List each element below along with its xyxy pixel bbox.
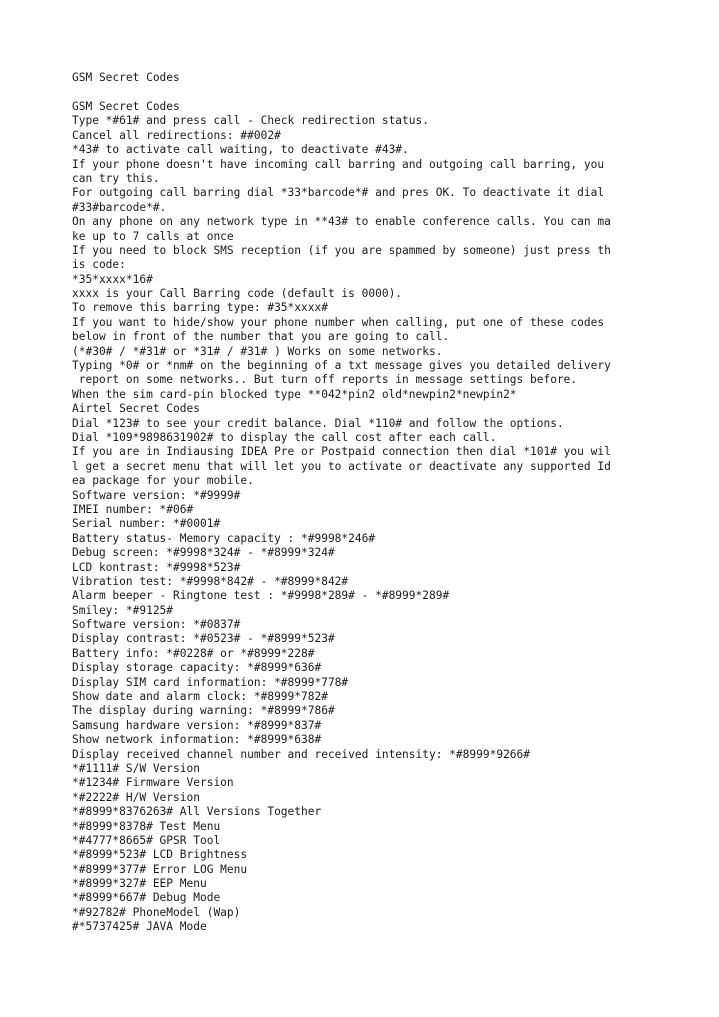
text-line: When the sim card-pin blocked type **042*pin2 old*newpin2*newpin2*: [72, 387, 517, 401]
text-line: Samsung hardware version: *#8999*837#: [72, 718, 322, 732]
text-line: Typing *0# or *nm# on the beginning of a txt message gives you detailed delivery: [72, 359, 611, 373]
text-line: *35*xxxx*16#: [72, 272, 153, 286]
text-line: Dial *109*9898631902# to display the call cost after each call.: [72, 430, 497, 444]
text-line: can try this.: [72, 171, 160, 185]
text-line: LCD kontrast: *#9998*523#: [72, 560, 241, 574]
text-line: Show network information: *#8999*638#: [72, 733, 322, 747]
text-line: Vibration test: *#9998*842# - *#8999*842#: [72, 574, 349, 588]
text-line: Alarm beeper - Ringtone test : *#9998*289# - *#8999*289#: [72, 589, 450, 603]
text-line: If you need to block SMS reception (if you are spammed by someone) just press th: [72, 243, 611, 257]
text-line: *#1234# Firmware Version: [72, 776, 234, 790]
text-line: Cancel all redirections: ##002#: [72, 128, 281, 142]
text-line: Display contrast: *#0523# - *#8999*523#: [72, 632, 335, 646]
text-line: *#8999*8376263# All Versions Together: [72, 805, 322, 819]
text-line: The display during warning: *#8999*786#: [72, 704, 335, 718]
text-line: l get a secret menu that will let you to activate or deactivate any supported Id: [72, 459, 611, 473]
text-line: GSM Secret Codes: [72, 100, 180, 113]
text-line: Display SIM card information: *#8999*778#: [72, 675, 349, 689]
text-line: ea package for your mobile.: [72, 474, 254, 488]
text-line: report on some networks.. But turn off reports in message settings before.: [72, 373, 578, 387]
text-line: Type *#61# and press call - Check redirection status.: [72, 114, 429, 128]
text-line: IMEI number: *#06#: [72, 502, 194, 516]
text-line: Software version: *#9999#: [72, 488, 241, 502]
text-line: Airtel Secret Codes: [72, 402, 200, 416]
document-title: GSM Secret Codes: [72, 71, 180, 84]
text-line: Software version: *#0837#: [72, 618, 241, 632]
text-line: *#4777*8665# GPSR Tool: [72, 833, 221, 847]
document-body: [72, 100, 652, 935]
text-line: *#8999*377# Error LOG Menu: [72, 862, 248, 876]
text-line: *#1111# S/W Version: [72, 761, 200, 775]
text-line: #33#barcode*#.: [72, 200, 167, 214]
text-line: *#8999*327# EEP Menu: [72, 877, 207, 891]
text-line: On any phone on any network type in **43# to enable conference calls. You can ma: [72, 215, 611, 229]
text-line: xxxx is your Call Barring code (default is 0000).: [72, 287, 403, 301]
text-line: Show date and alarm clock: *#8999*782#: [72, 690, 328, 704]
text-line: Display received channel number and received intensity: *#8999*9266#: [72, 747, 531, 761]
text-line: #*5737425# JAVA Mode: [72, 920, 207, 934]
text-line: Serial number: *#0001#: [72, 517, 221, 531]
text-line: *#8999*667# Debug Mode: [72, 891, 221, 905]
text-line: Display storage capacity: *#8999*636#: [72, 661, 322, 675]
text-line: *#92782# PhoneModel (Wap): [72, 905, 241, 919]
text-line: For outgoing call barring dial *33*barcode*# and pres OK. To deactivate it dial: [72, 186, 605, 200]
text-line: If you want to hide/show your phone number when calling, put one of these codes: [72, 315, 605, 329]
text-line: Smiley: *#9125#: [72, 603, 174, 617]
text-line: *#8999*523# LCD Brightness: [72, 848, 248, 862]
text-line: Battery status- Memory capacity : *#9998*246#: [72, 531, 376, 545]
text-line: To remove this barring type: #35*xxxx#: [72, 301, 328, 315]
text-line: is code:: [72, 258, 126, 272]
text-line: Dial *123# to see your credit balance. Dial *110# and follow the options.: [72, 416, 564, 430]
text-line: Debug screen: *#9998*324# - *#8999*324#: [72, 546, 335, 560]
text-line: (*#30# / *#31# or *31# / #31# ) Works on some networks.: [72, 344, 443, 358]
text-line: ke up to 7 calls at once: [72, 229, 234, 243]
text-line: *43# to activate call waiting, to deactivate #43#.: [72, 143, 409, 157]
text-line: *#8999*8378# Test Menu: [72, 819, 221, 833]
text-line: Battery info: *#0228# or *#8999*228#: [72, 646, 315, 660]
text-line: below in front of the number that you are going to call.: [72, 330, 450, 344]
text-line: *#2222# H/W Version: [72, 790, 200, 804]
text-line: If you are in Indiausing IDEA Pre or Postpaid connection then dial *101# you wil: [72, 445, 611, 459]
text-line: If your phone doesn't have incoming call barring and outgoing call barring, you: [72, 157, 605, 171]
